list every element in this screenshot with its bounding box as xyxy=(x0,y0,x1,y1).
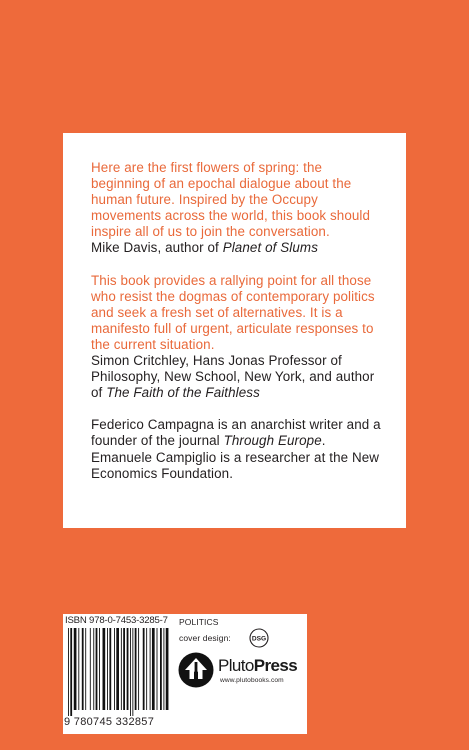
designer-logo-text: DSG xyxy=(251,635,267,643)
author-bio xyxy=(91,417,382,481)
isbn-label: ISBN 978-0-7453-3285-7 xyxy=(65,615,168,626)
endorsement-author-1-work: Planet of Slums xyxy=(222,240,318,256)
endorsement-author-1 xyxy=(91,240,382,256)
endorsement-author-1-prefix: Mike Davis, author of xyxy=(91,240,223,256)
endorsement-author-2-work: The Faith of the Faithless xyxy=(106,385,260,401)
publisher-name-bold: Press xyxy=(253,656,298,675)
journal-name: Through Europe xyxy=(223,433,322,449)
barcode-digits: 9 780745 332857 xyxy=(64,716,155,728)
endorsement-author-2-prefix: Simon Critchley, Hans Jonas Professor of Philosophy, New School, New York, and author of xyxy=(91,353,375,401)
author-bio-part1: Federico Campagna is an anarchist writer and a founder of the journal xyxy=(91,417,381,449)
endorsement-quote-2: This book provides a rallying point for all those who resist the dogmas of contemporary politics and seek a fresh set of alternatives. It is a manifesto full of urgent, articulate responses to the current situation. xyxy=(91,272,375,352)
blurb-panel xyxy=(63,133,406,528)
pluto-press-logo-icon xyxy=(178,652,214,688)
publisher-name xyxy=(218,656,297,676)
spacer xyxy=(91,401,382,417)
author-bio-part2: . Emanuele Campiglio is a researcher at the New Economics Foundation. xyxy=(91,433,380,481)
endorsement-author-2 xyxy=(91,353,382,401)
publisher-url: www.plutobooks.com xyxy=(220,677,284,684)
endorsement-quote-1: Here are the first flowers of spring: the beginning of an epochal dialogue about the human future. Inspired by the Occupy movements across the world, this book should inspire all of us to join the conversation. xyxy=(91,160,371,240)
spacer xyxy=(91,257,382,273)
isbn-barcode-box xyxy=(63,614,174,734)
cover-design-label: cover design: xyxy=(179,633,231,643)
publisher-name-light: Pluto xyxy=(218,656,254,675)
designer-logo-icon xyxy=(249,628,269,648)
publisher-box xyxy=(174,614,307,734)
barcode-icon xyxy=(66,628,170,716)
category-label: POLITICS xyxy=(179,617,219,627)
